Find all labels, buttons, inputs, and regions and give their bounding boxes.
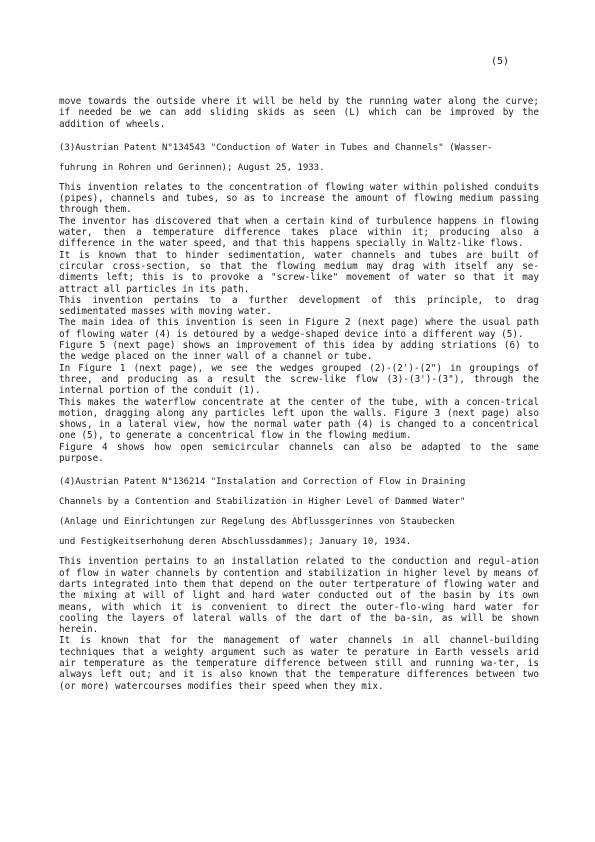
paragraph: The main idea of this invention is seen in Figure 2 (next page) where the usual path of flowing water (4) is detoured by a wedge-shaped device into a different way (5). [59, 317, 539, 340]
patent-heading-3 [59, 138, 539, 178]
heading-line: (3)Austrian Patent N°134543 "Conduction of Water in Tubes and Channels" (Wasser- [59, 142, 493, 153]
heading-line: (4)Austrian Patent N°136214 "Instalation and Correction of Flow in Draining [59, 477, 466, 488]
heading-line: (Anlage und Einrichtungen zur Regelung des Abflussgerinnes von Staubecken [59, 517, 455, 528]
heading-line: und Festigkeitserhohung deren Abschlussdammes); January 10, 1934. [59, 537, 412, 548]
patent-heading-4 [59, 472, 539, 552]
paragraph: This invention relates to the concentration of flowing water within polished conduits (pipes), channels and tubes, so as to increase the amount of flowing medium passing through them. [59, 181, 539, 216]
body-text [59, 96, 539, 692]
paragraph: move towards the outside vhere it will be held by the running water along the curve; if needed be we can add sliding skids as seen (L) which can be improved by the addition of wheels. [59, 96, 539, 130]
paragraph: It is known that for the management of water channels in all channel-building techniques that a weighty argument such as water te perature in Earth vessels arid air temperature as the temperature difference between still and running wa-ter, is always left out; and it is also known that the temperature differences between two (or more) watercourses modifies their speed when they mix. [59, 635, 539, 692]
page-number: (5) [491, 56, 510, 67]
paragraph: In Figure 1 (next page), we see the wedges grouped (2)-(2')-(2") in groupings of three, and producing as a result the screw-like flow (3)-(3')-(3"), through the internal portion of the conduit (1). [59, 362, 539, 397]
paragraph: This invention pertains to a further development of this principle, to drag sedimentated masses with moving water. [59, 294, 539, 318]
heading-line: Channels by a Contention and Stabilization in Higher Level of Dammed Water" [59, 497, 466, 508]
heading-line: fuhrung in Rohren und Gerinnen); August 25, 1933. [59, 162, 325, 173]
paragraph: The inventor has discovered that when a certain kind of turbulence happens in flowing water, then a temperature difference takes place within it; producing also a difference in the water speed, and that this happens specially in Waltz-like flows. [59, 215, 539, 250]
paragraph: Figure 5 (next page) shows an improvement of this idea by adding striations (6) to the wedge placed on the inner wall of a channel or tube. [59, 340, 539, 363]
paragraph: This makes the waterflow concentrate at the center of the tube, with a concen-trical motion, dragging along any particles left upon the walls. Figure 3 (next page) also shows, in a lateral view, how the normal water path (4) is changed to a concentrical one (5), to generate a concentrical flow in the flowing medium. [59, 396, 539, 442]
paragraph: This invention pertains to an installation related to the conduction and regul-ation of flow in water channels by contention and stabilization in higher level by means of darts integrated into them that depend on the outer tertperature of flowing water and the mixing at will of light and hard water conducted out of the basin by its own means, with which it is convenient to direct the outer-flo-wing hard water for cooling the layers of lateral walls of the dart of the ba-sin, as will be shown herein. [59, 556, 539, 636]
paragraph: Figure 4 shows how open semicircular channels can also be adapted to the same purpose. [59, 441, 539, 465]
paragraph: It is known that to hinder sedimentation, water channels and tubes are built of circular cross-section, so that the flowing medium may drag with itself any se-diments left; this is to provoke a "screw-like" movement of water so that it may attract all particles in its path. [59, 249, 539, 295]
